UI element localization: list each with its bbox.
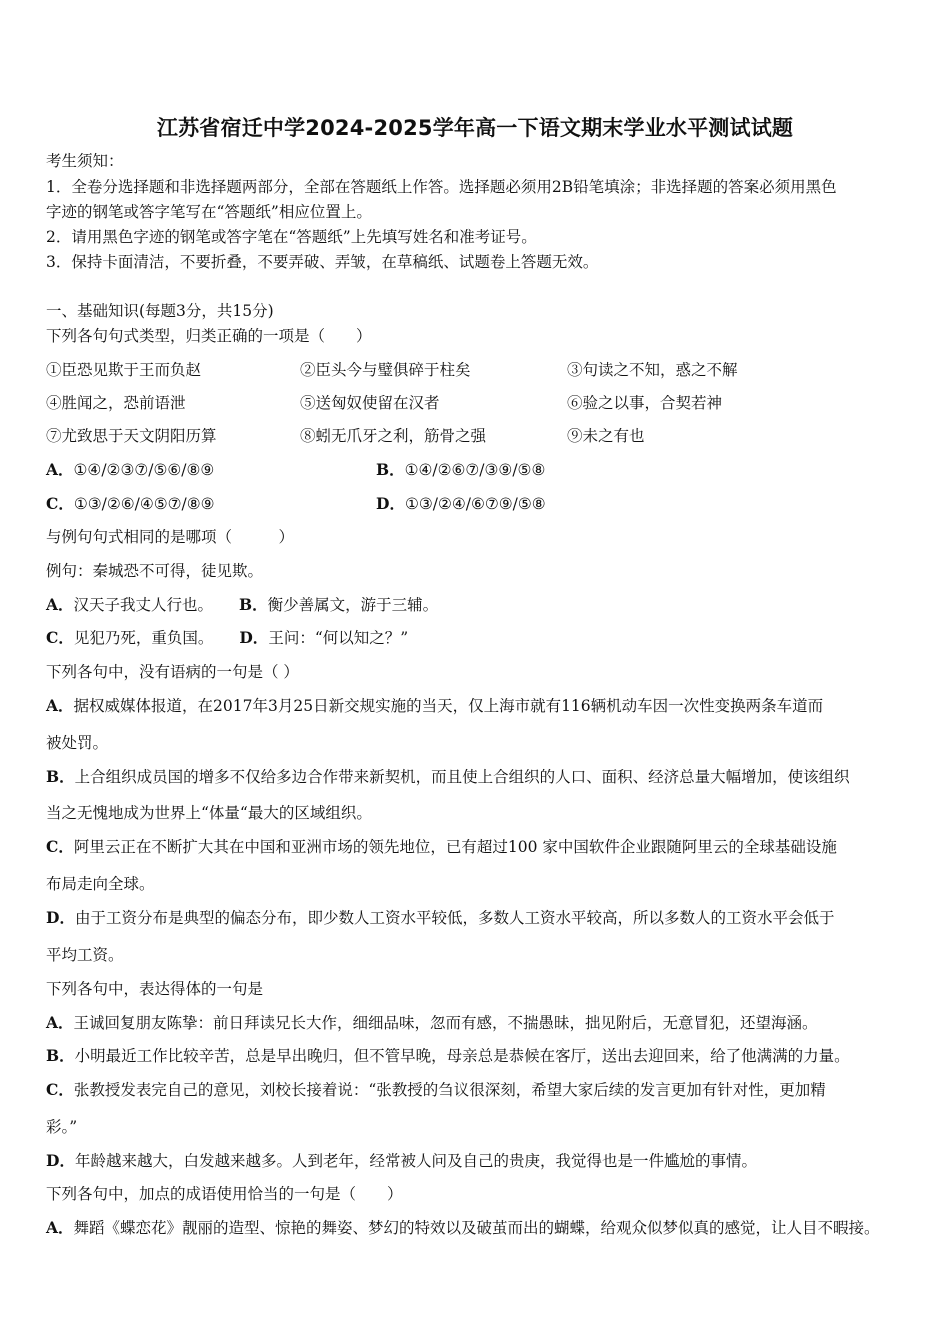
option-text: ①③/②⑥/④⑤⑦/⑧⑨: [73, 495, 215, 513]
q1-sentence-5: ⑤送匈奴使留在汉者: [300, 394, 440, 412]
option-label: B．: [376, 460, 405, 479]
q2-options-row-2: [46, 628, 408, 648]
q2-option-d[interactable]: [239, 629, 408, 647]
q2-option-b[interactable]: [239, 596, 438, 614]
q4-option-c[interactable]: [46, 1080, 826, 1100]
q1-option-a[interactable]: [46, 460, 214, 480]
option-label: B．: [46, 767, 75, 786]
option-text: 据权威媒体报道，在2017年3月25日新交规实施的当天，仅上海市就有116辆机动车因一次性变换两条车道而: [73, 697, 824, 715]
q2-example: 例句：秦城恐不可得，徒见欺。: [46, 562, 264, 580]
q1-sentence-3: ③句读之不知，惑之不解: [567, 361, 738, 379]
q4-option-c-cont: 彩。”: [46, 1118, 78, 1136]
option-label: D．: [46, 1151, 75, 1170]
q1-option-c[interactable]: [46, 494, 215, 514]
q1-sentence-1: ①臣恐见欺于王而负赵: [46, 361, 202, 379]
option-label: C．: [46, 628, 74, 647]
q3-stem: 下列各句中，没有语病的一句是（ ）: [46, 663, 299, 681]
option-label: D．: [46, 908, 75, 927]
q3-option-d-cont: 平均工资。: [46, 946, 124, 964]
q1-sentence-4: ④胜闻之，恐前语泄: [46, 394, 186, 412]
option-text: 王问：“何以知之？”: [268, 629, 409, 647]
q1-stem: 下列各句句式类型，归类正确的一项是（ ）: [46, 327, 372, 345]
exam-title: 江苏省宿迁中学2024-2025学年高一下语文期末学业水平测试试题: [156, 116, 794, 140]
q1-option-d[interactable]: [376, 494, 546, 514]
option-text: ①④/②③⑦/⑤⑥/⑧⑨: [73, 461, 215, 479]
q4-stem: 下列各句中，表达得体的一句是: [46, 980, 264, 998]
option-text: 由于工资分布是典型的偏态分布，即少数人工资水平较低，多数人工资水平较高，所以多数人的工资水平会低于: [74, 909, 835, 927]
option-text: 汉天子我丈人行也。: [73, 596, 214, 614]
option-text: 王诚回复朋友陈挚：前日拜读兄长大作，细细品味，忽而有感，不揣愚昧，拙见附后，无意冒犯，还望海涵。: [73, 1014, 818, 1032]
q2-option-c[interactable]: [46, 629, 213, 647]
notice-heading: 考生须知：: [46, 152, 124, 170]
q2-stem: 与例句句式相同的是哪项（ ）: [46, 528, 295, 546]
option-label: A．: [46, 1013, 74, 1032]
q3-option-a[interactable]: [46, 696, 823, 716]
q4-option-d[interactable]: [46, 1151, 757, 1171]
q4-option-a[interactable]: [46, 1013, 818, 1033]
q1-sentence-7: ⑦尤致思于天文阴阳历算: [46, 427, 217, 445]
option-text: 上合组织成员国的增多不仅给多边合作带来新契机，而且使上合组织的人口、面积、经济总量大幅增加，使该组织: [74, 768, 850, 786]
q4-option-b[interactable]: [46, 1046, 850, 1066]
option-label: C．: [46, 837, 74, 856]
q5-stem: 下列各句中，加点的成语使用恰当的一句是（ ）: [46, 1185, 403, 1203]
option-label: A．: [46, 696, 74, 715]
q3-option-d[interactable]: [46, 908, 834, 928]
notice-item-1: 1．全卷分选择题和非选择题两部分，全部在答题纸上作答。选择题必须用2B铅笔填涂；非选择题的答案必须用黑色: [46, 178, 837, 196]
q2-options-row-1: [46, 595, 438, 615]
q1-option-b[interactable]: [376, 460, 545, 480]
option-label: D．: [239, 628, 269, 647]
option-label: B．: [46, 1046, 75, 1065]
q3-option-c-cont: 布局走向全球。: [46, 875, 155, 893]
option-text: ①③/②④/⑥⑦⑨/⑤⑧: [404, 495, 546, 513]
option-label: A．: [46, 1218, 74, 1237]
q1-sentence-8: ⑧蚓无爪牙之利，筋骨之强: [300, 427, 487, 445]
option-label: C．: [46, 494, 74, 513]
notice-item-1-cont: 字迹的钢笔或答字笔写在“答题纸”相应位置上。: [46, 203, 372, 221]
notice-item-2: 2．请用黑色字迹的钢笔或答字笔在“答题纸”上先填写姓名和准考证号。: [46, 228, 537, 246]
option-text: 小明最近工作比较辛苦，总是早出晚归，但不管早晚，母亲总是恭候在客厅，送出去迎回来，给了他满满的力量。: [74, 1047, 850, 1065]
q2-option-a[interactable]: [46, 596, 213, 614]
option-text: 年龄越来越大，白发越来越多。人到老年，经常被人问及自己的贵庚，我觉得也是一件尴尬的事情。: [74, 1152, 757, 1170]
q3-option-a-cont: 被处罚。: [46, 734, 109, 752]
option-label: A．: [46, 460, 74, 479]
q3-option-c[interactable]: [46, 837, 837, 857]
section-heading: 一、基础知识(每题3分，共15分): [46, 302, 274, 320]
notice-item-3: 3．保持卡面清洁，不要折叠，不要弄破、弄皱，在草稿纸、试题卷上答题无效。: [46, 253, 599, 271]
q1-sentence-2: ②臣头今与璧俱碎于柱矣: [300, 361, 471, 379]
option-label: D．: [376, 494, 405, 513]
q1-sentence-9: ⑨未之有也: [567, 427, 645, 445]
option-text: 衡少善属文，游于三辅。: [267, 596, 439, 614]
option-text: 阿里云正在不断扩大其在中国和亚洲市场的领先地位，已有超过100 家中国软件企业跟随阿里云的全球基础设施: [73, 838, 837, 856]
option-label: A．: [46, 595, 74, 614]
option-text: 张教授发表完自己的意见，刘校长接着说：“张教授的刍议很深刻，希望大家后续的发言更加有针对性，更加精: [73, 1081, 826, 1099]
option-text: 舞蹈《蝶恋花》靓丽的造型、惊艳的舞姿、梦幻的特效以及破茧而出的蝴蝶，给观众似梦似真的感觉，让人目不暇接。: [73, 1219, 880, 1237]
option-text: ①④/②⑥⑦/③⑨/⑤⑧: [404, 461, 546, 479]
option-label: C．: [46, 1080, 74, 1099]
option-text: 见犯乃死，重负国。: [73, 629, 214, 647]
option-label: B．: [239, 595, 268, 614]
q3-option-b[interactable]: [46, 767, 850, 787]
q1-sentence-6: ⑥验之以事，合契若神: [567, 394, 723, 412]
q3-option-b-cont: 当之无愧地成为世界上“体量“最大的区域组织。: [46, 804, 372, 822]
q5-option-a[interactable]: [46, 1218, 880, 1238]
